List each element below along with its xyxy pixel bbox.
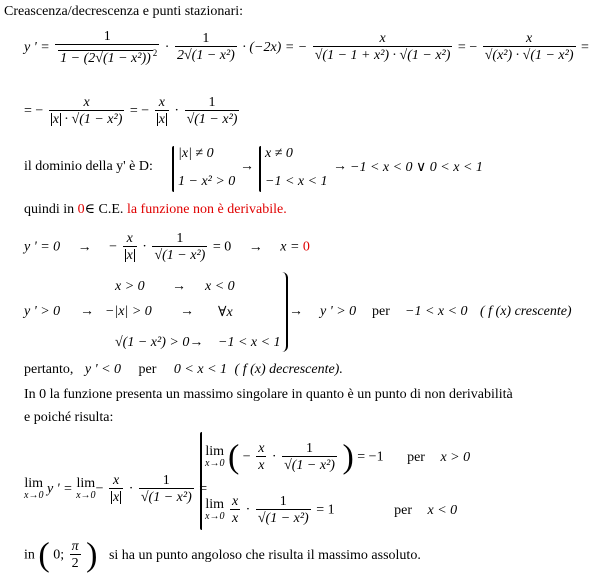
- ineq-range: −1 < x < 0: [405, 304, 468, 319]
- case2-frac1: [230, 495, 240, 526]
- section-title: Creascenza/decrescenza e punti stazionari:: [4, 4, 244, 19]
- quindi-pre: quindi in: [24, 202, 75, 217]
- case1-dot: ·: [271, 449, 277, 465]
- domain-brace-2: [259, 146, 261, 192]
- ineq-arrow0: →: [80, 304, 94, 319]
- case1-paren-open: (: [227, 438, 240, 476]
- case1-sub: x→0: [205, 457, 225, 469]
- case2-lim: lim: [205, 496, 225, 512]
- eq2-frac3: [185, 96, 240, 127]
- eq1-num3: x: [379, 31, 386, 47]
- case1-num2: 1: [306, 441, 314, 456]
- equation-derivative: [24, 30, 589, 66]
- final-text: si ha un punto angoloso che risulta il massimo assoluto.: [108, 547, 421, 563]
- eq1-frac1: [55, 30, 159, 66]
- eq1-den1: [55, 44, 159, 66]
- eq3-num2: 1: [176, 231, 184, 246]
- eq2-dot: ·: [174, 103, 180, 119]
- eq3-den1: x: [126, 248, 133, 263]
- eq3-xeq: x =: [280, 239, 300, 255]
- ineq-per: per: [372, 304, 390, 319]
- eq2-num1: x: [83, 95, 90, 110]
- domain-result: −1 < x < 0 ∨ 0 < x < 1: [350, 160, 483, 175]
- limit-num2: 1: [162, 473, 170, 488]
- limit-num1: x: [112, 473, 120, 488]
- case1-lim: lim: [205, 443, 225, 459]
- limit-case1: [205, 438, 471, 476]
- eq3-eq0: = 0: [212, 239, 232, 255]
- eq3-den2: √(1 − x²): [154, 248, 206, 263]
- quindi-mid: ∈ C.E.: [84, 202, 124, 217]
- ineq-func: ( f (x) crescente): [480, 304, 572, 319]
- domain-arrow2: →: [333, 159, 347, 174]
- eq1-frac4: [483, 32, 576, 63]
- quindi-red-text: la funzione non è derivabile.: [126, 202, 287, 217]
- final-paren-open: (: [38, 536, 50, 574]
- domain-cond1: |x| ≠ 0: [178, 146, 214, 161]
- eq2-den2-abs: x: [158, 112, 165, 127]
- final-pi: π: [71, 539, 79, 554]
- eq3-arrow2: →: [248, 239, 263, 255]
- limit-case2: [205, 495, 457, 526]
- case2-frac2: [256, 495, 311, 526]
- para-line1: In 0 la funzione presenta un massimo singolare in quanto è un punto di non derivabilità: [24, 387, 513, 402]
- ineq-brace: [282, 272, 288, 352]
- pertanto-line: [24, 362, 343, 378]
- limit-rhs-neg: −: [95, 481, 104, 497]
- eq1-dot: ·: [164, 40, 170, 56]
- ineq-r2a: −|x| > 0: [105, 304, 152, 319]
- ineq-arrow: →: [289, 304, 303, 319]
- eq3-frac1: [123, 232, 137, 263]
- pertanto-per: per: [138, 362, 157, 377]
- ineq-res-lhs: y ' > 0: [320, 304, 357, 319]
- pertanto-lhs: y ' < 0: [84, 362, 122, 377]
- eq2-num2: x: [158, 95, 165, 110]
- limit-sub: x→0: [24, 489, 44, 501]
- quindi-zero: 0: [77, 202, 85, 217]
- domain-cond4: −1 < x < 1: [265, 174, 328, 189]
- case2-den2: √(1 − x²): [257, 511, 309, 526]
- final-two: 2: [71, 556, 79, 571]
- para-line2: e poiché risulta:: [24, 410, 114, 425]
- case1-cond: x > 0: [440, 449, 471, 465]
- domain-cond3: x ≠ 0: [265, 146, 293, 161]
- quindi-line: [24, 201, 287, 218]
- eq3-num1: x: [126, 231, 133, 246]
- case2-sub: x→0: [205, 510, 225, 522]
- eq1-exp1: 2: [152, 48, 158, 58]
- equation-simplified: [24, 96, 241, 127]
- limit-lim-2: lim: [76, 475, 96, 491]
- domain-text: il dominio della y' è D:: [24, 159, 153, 174]
- limit-lhs-y: y ' =: [46, 481, 73, 497]
- limit-frac1: [109, 474, 123, 505]
- eq3-zero: 0: [302, 239, 310, 255]
- final-line: [24, 536, 421, 574]
- eq1-den3: √(1 − 1 + x²) · √(1 − x²): [314, 48, 451, 64]
- eq3-lhs: y ' = 0: [24, 239, 61, 255]
- case1-frac2: [282, 442, 337, 473]
- case1-den: x: [258, 458, 265, 473]
- eq2-den1-abs: x: [52, 112, 60, 127]
- eq2-lead: = −: [24, 103, 44, 119]
- final-paren-close: ): [86, 536, 98, 574]
- eq2-den3: √(1 − x²): [186, 112, 238, 127]
- eq1-frac3: [313, 32, 453, 63]
- ineq-r2c: ∀x: [218, 305, 233, 320]
- case1-per: per: [407, 449, 425, 465]
- ineq-r1c: x < 0: [205, 279, 235, 294]
- eq1-lhs: y ' =: [24, 40, 50, 56]
- case2-den: x: [231, 511, 239, 526]
- equation-stationary: [24, 232, 310, 263]
- ineq-lhs: y ' > 0: [24, 304, 61, 319]
- ineq-r3c: −1 < x < 1: [218, 335, 281, 350]
- final-zero: 0;: [53, 547, 65, 563]
- case1-neg: −: [242, 449, 251, 465]
- eq2-frac2: [155, 96, 169, 127]
- limit-dot: ·: [128, 481, 134, 497]
- eq1-frac2: [175, 32, 237, 63]
- ineq-r1b: →: [172, 279, 186, 294]
- case1-res: = −1: [357, 449, 384, 465]
- eq3-frac2: [152, 232, 207, 263]
- eq1-factor: · (−2x) = −: [242, 40, 308, 56]
- case2-num: x: [231, 494, 239, 509]
- case1-den2: √(1 − x²): [284, 458, 335, 473]
- eq1-den2: 2√(1 − x²): [176, 48, 235, 64]
- final-in: in: [24, 547, 35, 563]
- final-frac: [70, 540, 81, 571]
- eq1-num4: x: [526, 31, 533, 47]
- ineq-r3a: √(1 − x²) > 0→: [115, 335, 204, 350]
- pertanto-range: 0 < x < 1: [173, 362, 228, 377]
- case1-frac1: [256, 442, 266, 473]
- limit-lhs: [24, 474, 207, 505]
- case2-num2: 1: [279, 494, 287, 509]
- limit-den1: x: [112, 490, 120, 505]
- case2-per: per: [394, 502, 413, 518]
- limit-eq: =: [199, 481, 208, 497]
- eq1-tail: =: [581, 40, 589, 56]
- domain-brace-1: [172, 146, 174, 192]
- eq1-eq-neg: = −: [457, 40, 478, 56]
- eq3-arrow1: →: [77, 239, 92, 255]
- eq1-den1-inner: 1 − (2√(1 − x²)): [60, 50, 151, 66]
- limit-sub-2: x→0: [76, 489, 96, 501]
- eq2-eq: = −: [129, 103, 150, 119]
- eq1-den4: √(x²) · √(1 − x²): [484, 48, 574, 64]
- domain-cond2: 1 − x² > 0: [178, 174, 236, 189]
- limit-den2: √(1 − x²): [140, 490, 192, 505]
- domain-arrow1: →: [240, 159, 254, 174]
- ineq-r2b: →: [180, 304, 194, 319]
- eq1-num2: 1: [202, 31, 210, 47]
- limit-frac2: [139, 474, 194, 505]
- eq3-neg: −: [109, 239, 118, 255]
- case2-dot: ·: [245, 502, 251, 518]
- case1-num: x: [258, 441, 265, 456]
- case1-paren-close: ): [342, 438, 354, 476]
- pertanto-text: pertanto,: [24, 362, 74, 377]
- eq2-den1-rest: · √(1 − x²): [64, 112, 123, 127]
- limit-lim: lim: [24, 475, 44, 491]
- pertanto-func: ( f (x) decrescente).: [234, 362, 343, 377]
- case2-cond: x < 0: [427, 502, 458, 518]
- eq1-num1: 1: [103, 29, 111, 44]
- case2-res: = 1: [316, 502, 335, 518]
- eq2-num3: 1: [208, 95, 216, 110]
- eq3-dot: ·: [142, 239, 147, 255]
- ineq-r1a: x > 0: [115, 279, 145, 294]
- limit-brace: [200, 432, 202, 530]
- eq2-frac1: [49, 96, 125, 127]
